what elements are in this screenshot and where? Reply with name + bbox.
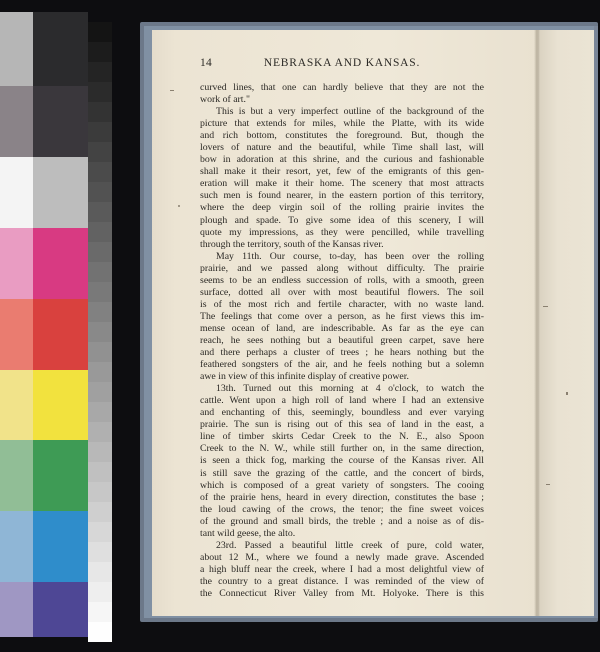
text-line: feathered songsters of the air, and he feels nothing but a solemn: [200, 359, 484, 371]
grey-step: [88, 502, 112, 522]
text-line: 13th. Turned out this morning at 4 o'clock, to watch the: [216, 383, 484, 395]
color-swatch: [33, 228, 88, 299]
page-fleck: [543, 306, 548, 307]
color-swatch: [33, 12, 88, 86]
text-line: seems to be an endless succession of rolls, with a smooth, green: [200, 274, 484, 286]
grey-step: [88, 282, 112, 302]
text-line: through the territory, south of the Kansas river.: [200, 238, 384, 250]
color-swatch: [0, 228, 33, 299]
color-swatch: [0, 511, 33, 582]
text-line: The feelings that come over a person, as he first views this im-: [200, 310, 484, 322]
text-line: bow in adoration at this shrine, and the curious and fashionable: [200, 154, 484, 166]
text-line: May 11th. Our course, to-day, has been over the rolling: [216, 250, 484, 262]
page-fleck: [566, 392, 568, 395]
book-page-right: [538, 30, 594, 616]
text-line: the Connecticut River Valley from Mt. Holyoke. There is this: [200, 587, 484, 599]
running-title: NEBRASKA AND KANSAS.: [263, 57, 421, 69]
grey-scale-strip: [88, 22, 112, 642]
color-swatch: [0, 299, 33, 370]
grey-step: [88, 562, 112, 582]
grey-step: [88, 622, 112, 642]
grey-step: [88, 542, 112, 562]
text-line: plough and spade. To give some idea of this scenery, I will: [200, 214, 484, 226]
grey-step: [88, 42, 112, 62]
text-line: is seen a thick fog, marking the course of the Kansas river. All: [200, 455, 484, 467]
text-line: reach, he sees nothing but a beautiful green carpet, save here: [200, 334, 484, 346]
page-number: 14: [200, 57, 213, 69]
grey-step: [88, 142, 112, 162]
color-swatch: [33, 440, 88, 511]
page-fleck: [170, 90, 174, 91]
color-swatch: [0, 582, 33, 637]
grey-step: [88, 322, 112, 342]
grey-step: [88, 222, 112, 242]
text-line: is still save the grazing of the cattle, and the concert of birds,: [200, 467, 484, 479]
grey-step: [88, 62, 112, 82]
text-line: such men is found nearer, in the eastern portion of this territory,: [200, 190, 484, 202]
color-swatch: [0, 86, 33, 157]
grey-step: [88, 422, 112, 442]
text-line: a high bluff near the creek, where I had a most delightful view of: [200, 563, 484, 575]
text-line: shall make it their resort, yet, few of the emigrants of this gen-: [200, 166, 484, 178]
grey-step: [88, 482, 112, 502]
text-line: 23rd. Passed a beautiful little creek of pure, cold water,: [216, 539, 484, 551]
text-line: curved lines, that one can hardly believe that they are not the: [200, 82, 484, 93]
grey-step: [88, 202, 112, 222]
text-line: of the prairie hens, heard in every direction, constitutes the base ;: [200, 491, 484, 503]
grey-step: [88, 182, 112, 202]
grey-step: [88, 362, 112, 382]
page-text: [200, 82, 484, 600]
text-line: mense ocean of land, are indescribable. As far as the eye can: [200, 322, 484, 334]
text-line: work of art.": [200, 94, 250, 106]
text-line: surface, dotted all over with most beautiful flowers. The soil: [200, 286, 484, 298]
grey-step: [88, 262, 112, 282]
text-line: picture that extends for miles, while the Platte, with its wide: [200, 118, 484, 130]
grey-step: [88, 382, 112, 402]
grey-step: [88, 122, 112, 142]
text-line: awe in view of this infinite display of creative power.: [200, 371, 409, 383]
text-line: where the deep virgin soil of the rolling prairie invites the: [200, 202, 484, 214]
color-swatch: [0, 157, 33, 228]
grey-step: [88, 462, 112, 482]
text-line: Creek to the N. W., while still further on, in the same direction,: [200, 443, 484, 455]
text-line: the country to a great distance. I was reminded of the view of: [200, 575, 484, 587]
color-swatch: [33, 370, 88, 440]
grey-step: [88, 602, 112, 622]
grey-step: [88, 522, 112, 542]
color-swatch: [33, 299, 88, 370]
color-swatch: [33, 511, 88, 582]
grey-step: [88, 342, 112, 362]
grey-step: [88, 242, 112, 262]
text-line: the loud cawing of the crows, the tenor; the fine sweet voices: [200, 503, 484, 515]
color-swatch: [0, 12, 33, 86]
color-swatch: [33, 157, 88, 228]
grey-step: [88, 102, 112, 122]
color-swatch: [33, 86, 88, 157]
text-line: tant wild geese, the alto.: [200, 527, 296, 539]
text-line: and enchanting of this, seemingly, boundless and ever varying: [200, 407, 484, 419]
grey-step: [88, 82, 112, 102]
text-line: This is but a very imperfect outline of the background of the: [216, 106, 484, 118]
text-line: line of timber skirts Cedar Creek to the N. E., also Spoon: [200, 431, 484, 443]
text-line: prairie, and we passed along without difficulty. The prairie: [200, 262, 484, 274]
grey-step: [88, 402, 112, 422]
grey-step: [88, 442, 112, 462]
page-fleck: [178, 205, 180, 207]
text-line: lovers of nature and the beautiful, while Time shall last, will: [200, 142, 484, 154]
text-line: about 12 M., where we found a newly made grave. Ascended: [200, 551, 484, 563]
text-line: cattle. Went upon a high roll of land where I had an extensive: [200, 395, 484, 407]
page-header: [200, 57, 484, 71]
color-swatch: [33, 582, 88, 637]
text-line: eration will make it their home. The scenery that most attracts: [200, 178, 484, 190]
text-line: prairie. The sun is rising out of this sea of land in the east, a: [200, 419, 484, 431]
book-right-edge: [594, 26, 598, 618]
grey-step: [88, 582, 112, 602]
grey-step: [88, 162, 112, 182]
text-line: and rich bottom, constitutes the foreground. But, though the: [200, 130, 484, 142]
color-swatch: [0, 370, 33, 440]
grey-step: [88, 302, 112, 322]
text-line: quote my impressions, as they were pencilled, while travelling: [200, 226, 484, 238]
book-gutter: [534, 30, 540, 616]
grey-step: [88, 22, 112, 42]
text-line: of the ground and small birds, the treble ; and a noise as of dis-: [200, 515, 484, 527]
color-calibration-chart: [0, 12, 88, 637]
text-line: is of the most rich and fertile character, with no waste land.: [200, 298, 484, 310]
color-swatch: [0, 440, 33, 511]
text-line: and there perhaps a cluster of trees ; he hears nothing but the: [200, 347, 484, 359]
text-line: which is composed of a great variety of songsters. The cooing: [200, 479, 484, 491]
page-fleck: [546, 484, 550, 485]
